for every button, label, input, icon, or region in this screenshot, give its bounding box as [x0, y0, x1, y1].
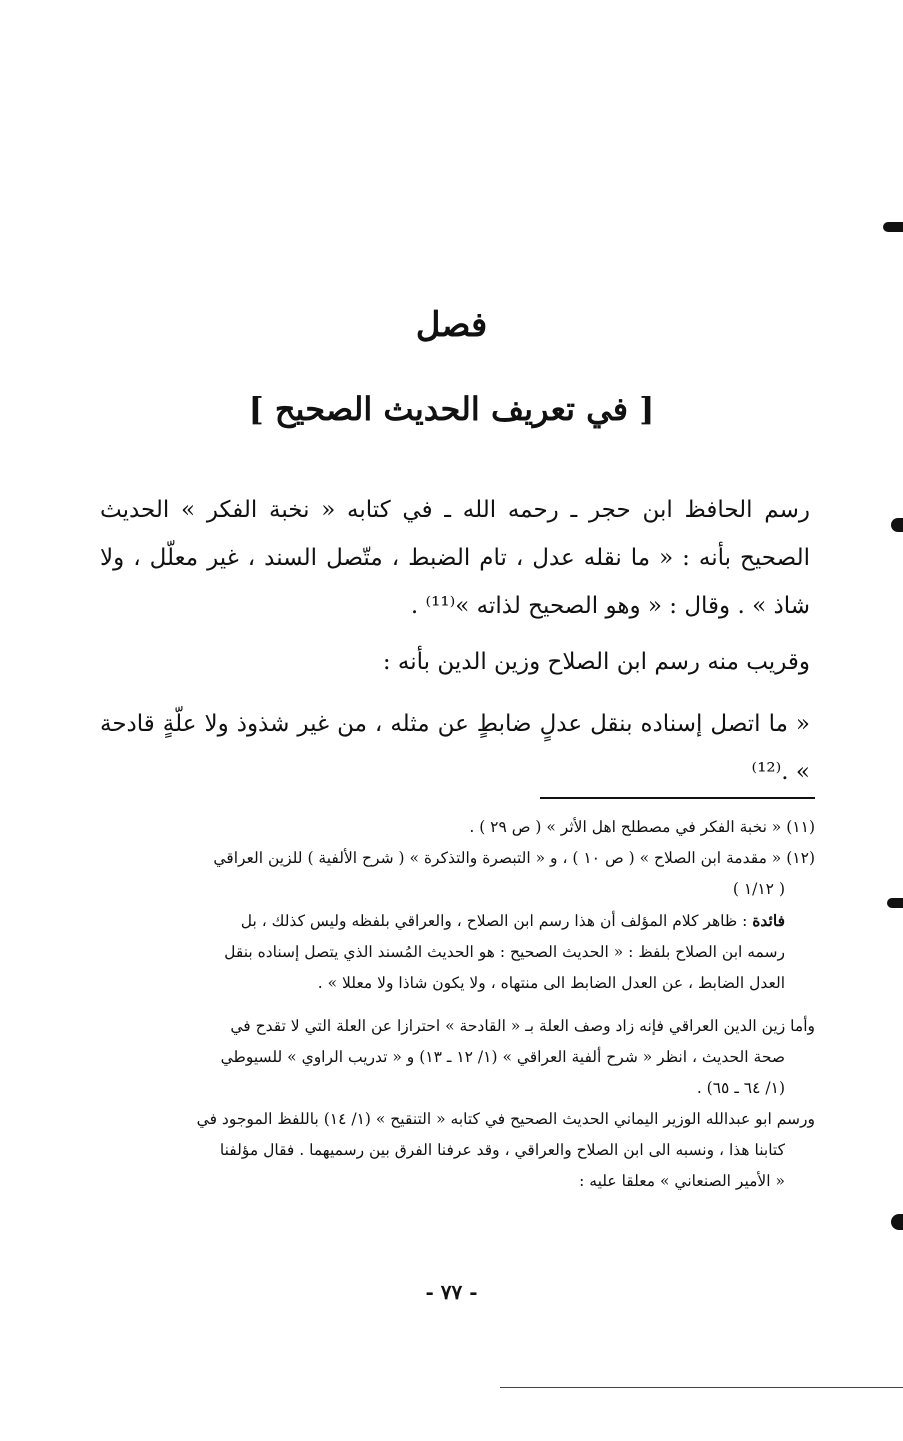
faida-text1: : ظاهر كلام المؤلف أن هذا رسم ابن الصلاح ، والعراقي بلفظه وليس كذلك ، بل: [240, 912, 753, 930]
binding-mark: [883, 222, 903, 232]
faida-line2: رسمه ابن الصلاح بلفظ : « الحديث الصحيح : هو الحديث المُسند الذي يتصل إسناده بنقل: [224, 943, 785, 961]
footnote-separator: [540, 797, 815, 799]
body-paragraph-definition: رسم الحافظ ابن حجر ـ رحمه الله ـ في كتابه « نخبة الفكر » الحديث الصحيح بأنه : « ما نقله عدل ، تام الضبط ، متّصل السند ، غير معلّل ، ولا شاذ » . وقال : « وهو الصحيح لذاته »⁽¹¹⁾ .: [100, 497, 810, 619]
wazir-line1: ورسم ابو عبدالله الوزير اليماني الحديث الصحيح في كتابه « التنقيح » (١/ ١٤) باللفظ الموجود في: [196, 1110, 815, 1128]
binding-mark: [891, 518, 903, 532]
iraqi-line3: (١/ ٦٤ ـ ٦٥) .: [696, 1079, 785, 1097]
section-title: فصل: [415, 305, 488, 345]
scan-edge-line: [500, 1387, 903, 1388]
faida-line1: [125, 905, 815, 937]
body-paragraph-quote: « ما اتصل إسناده بنقل عدلٍ ضابطٍ عن مثله ، من غير شذوذ ولا علّةٍ قادحة » .⁽¹²⁾: [100, 711, 810, 785]
footnote-11: (١١) « نخبة الفكر في مصطلح اهل الأثر » ( ص ٢٩ ) .: [469, 818, 815, 836]
page-number: - ٧٧ -: [425, 1280, 478, 1304]
wazir-line3: « الأمير الصنعاني » معلقا عليه :: [579, 1172, 785, 1190]
footnotes: [125, 812, 815, 1197]
iraqi-line1: وأما زين الدين العراقي فإنه زاد وصف العلة بـ « القادحة » احترازا عن العلة التي لا تقدح في: [230, 1017, 815, 1035]
body-paragraph-ibn-salah: وقريب منه رسم ابن الصلاح وزين الدين بأنه :: [382, 649, 810, 675]
faida-label: فائدة: [752, 911, 785, 930]
binding-mark: [891, 1214, 903, 1230]
section-subtitle: [ في تعريف الحديث الصحيح ]: [248, 390, 655, 428]
wazir-line2: كتابنا هذا ، ونسبه الى ابن الصلاح والعراقي ، وقد عرفنا الفرق بين رسميهما . فقال مؤلفنا: [219, 1141, 785, 1159]
footnote-12-line2: ( ١/١٢ ): [732, 880, 785, 898]
footnote-12-line1: (١٢) « مقدمة ابن الصلاح » ( ص ١٠ ) ، و « التبصرة والتذكرة » ( شرح الألفية ) للزين العراقي: [213, 849, 815, 867]
binding-mark: [887, 898, 903, 908]
iraqi-line2: صحة الحديث ، انظر « شرح ألفية العراقي » (١/ ١٢ ـ ١٣) و « تدريب الراوي » للسيوطي: [220, 1048, 785, 1066]
faida-line3: العدل الضابط ، عن العدل الضابط الى منتهاه ، ولا يكون شاذا ولا معللا » .: [317, 974, 785, 992]
